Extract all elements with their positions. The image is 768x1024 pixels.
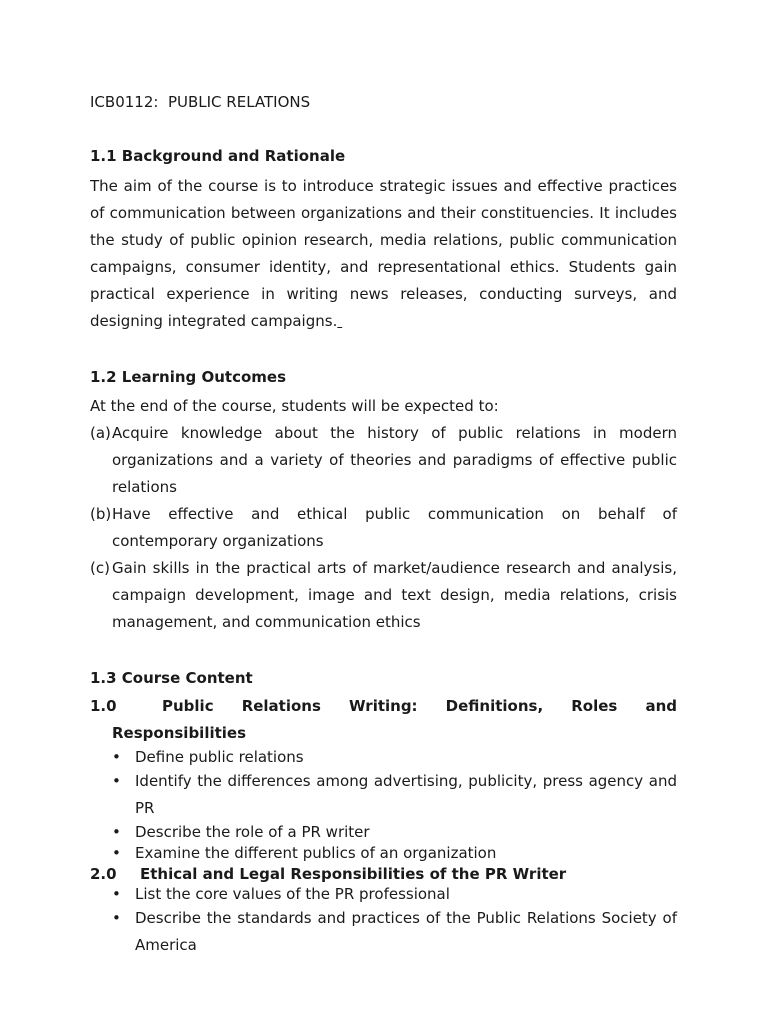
list-item: • List the core values of the PR professional <box>90 884 677 905</box>
list-item: • Identify the differences among advertising, publicity, press agency and PR <box>90 768 677 822</box>
bullet-icon: • <box>112 748 121 766</box>
topic-number: 2.0 <box>90 865 117 883</box>
outcomes-heading: 1.2 Learning Outcomes <box>90 368 287 386</box>
list-item: • Describe the standards and practices of the Public Relations Society of America <box>90 905 677 959</box>
topic-number: 1.0 <box>90 697 117 715</box>
course-title: ICB0112: PUBLIC RELATIONS <box>90 93 311 111</box>
bullet-icon: • <box>112 909 121 927</box>
bullet-icon: • <box>112 844 121 862</box>
bullet-icon: • <box>112 772 121 790</box>
outcome-marker: (c) <box>90 559 110 577</box>
outcome-item-b <box>90 501 677 555</box>
outcome-text: Have effective and ethical public communication on behalf of contemporary organizations <box>112 505 677 550</box>
bullet-icon: • <box>112 885 121 903</box>
outcomes-intro: At the end of the course, students will be expected to: <box>90 397 499 415</box>
outcome-item-c <box>90 555 677 636</box>
topic-2 <box>90 864 677 884</box>
document-body <box>90 91 677 959</box>
outcome-text: Acquire knowledge about the history of public relations in modern organizations and a variety of theories and paradigms of effective public relations <box>112 424 677 496</box>
list-item: • Describe the role of a PR writer <box>90 822 677 843</box>
outcome-text: Gain skills in the practical arts of market/audience research and analysis, campaign development, image and text design, media relations, crisis management, and communication ethics <box>112 559 677 631</box>
topic-title-line2: Responsibilities <box>112 724 247 742</box>
outcome-item-a <box>90 420 677 501</box>
topic-title: Ethical and Legal Responsibilities of the PR Writer <box>140 865 567 883</box>
list-item: • Define public relations <box>90 747 677 768</box>
outcome-marker: (a) <box>90 424 111 442</box>
topic-2-bullets <box>90 884 677 959</box>
topic-1 <box>90 693 677 747</box>
list-item: • Examine the different publics of an organization <box>90 843 677 864</box>
background-heading: 1.1 Background and Rationale <box>90 147 346 165</box>
background-paragraph <box>90 173 677 335</box>
background-text: The aim of the course is to introduce strategic issues and effective practices of communication between organizations and their constituencies. It includes the study of public opinion research, media relations, public communication campaigns, consumer identity, and representational ethics. Students gain practical experience in writing news releases, conducting surveys, and designing integrated campaigns. <box>90 177 677 330</box>
outcome-marker: (b) <box>90 505 112 523</box>
content-heading: 1.3 Course Content <box>90 669 253 687</box>
topic-title-line1: Public Relations Writing: Definitions, Roles and <box>162 697 677 715</box>
bullet-icon: • <box>112 823 121 841</box>
topic-1-bullets <box>90 747 677 864</box>
